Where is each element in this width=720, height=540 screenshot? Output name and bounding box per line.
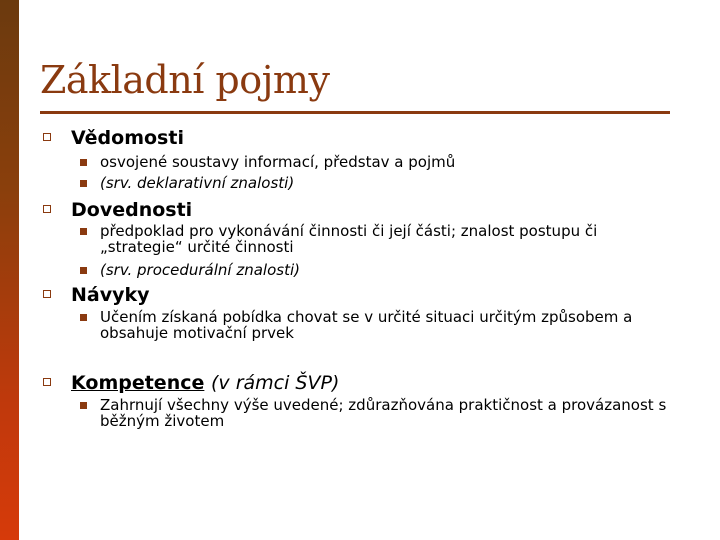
filled-square-bullet-icon bbox=[80, 402, 87, 409]
hollow-square-bullet-icon bbox=[43, 378, 51, 386]
bullet-label: Návyky bbox=[71, 284, 150, 306]
sub-bullet-text: Zahrnují všechny výše uvedené; zdůrazňována praktičnost a provázanost s běžným životem bbox=[100, 396, 667, 430]
slide-title: Základní pojmy bbox=[40, 58, 330, 102]
bullet-label: Vědomosti bbox=[71, 127, 184, 149]
filled-square-bullet-icon bbox=[80, 267, 87, 274]
bullet-note: (v rámci ŠVP) bbox=[211, 372, 340, 394]
decorative-side-bar bbox=[0, 0, 19, 540]
sub-bullet-text: (srv. procedurální znalosti) bbox=[100, 261, 300, 279]
bullet-text-group bbox=[71, 372, 339, 394]
filled-square-bullet-icon bbox=[80, 159, 87, 166]
hollow-square-bullet-icon bbox=[43, 133, 51, 141]
sub-bullet-text: Učením získaná pobídka chovat se v určité situaci určitým způsobem a obsahuje motivační prvek bbox=[100, 308, 633, 342]
hollow-square-bullet-icon bbox=[43, 290, 51, 298]
sub-bullet-text: osvojené soustavy informací, představ a pojmů bbox=[100, 153, 456, 171]
filled-square-bullet-icon bbox=[80, 314, 87, 321]
sub-bullet-text: (srv. deklarativní znalosti) bbox=[100, 174, 295, 192]
bullet-label: Kompetence bbox=[71, 372, 205, 394]
sub-bullet-text: předpoklad pro vykonávání činnosti či její části; znalost postupu či „strategie“ určité činnosti bbox=[100, 222, 598, 256]
filled-square-bullet-icon bbox=[80, 180, 87, 187]
hollow-square-bullet-icon bbox=[43, 205, 51, 213]
filled-square-bullet-icon bbox=[80, 228, 87, 235]
title-underline bbox=[40, 111, 670, 114]
bullet-label: Dovednosti bbox=[71, 199, 193, 221]
